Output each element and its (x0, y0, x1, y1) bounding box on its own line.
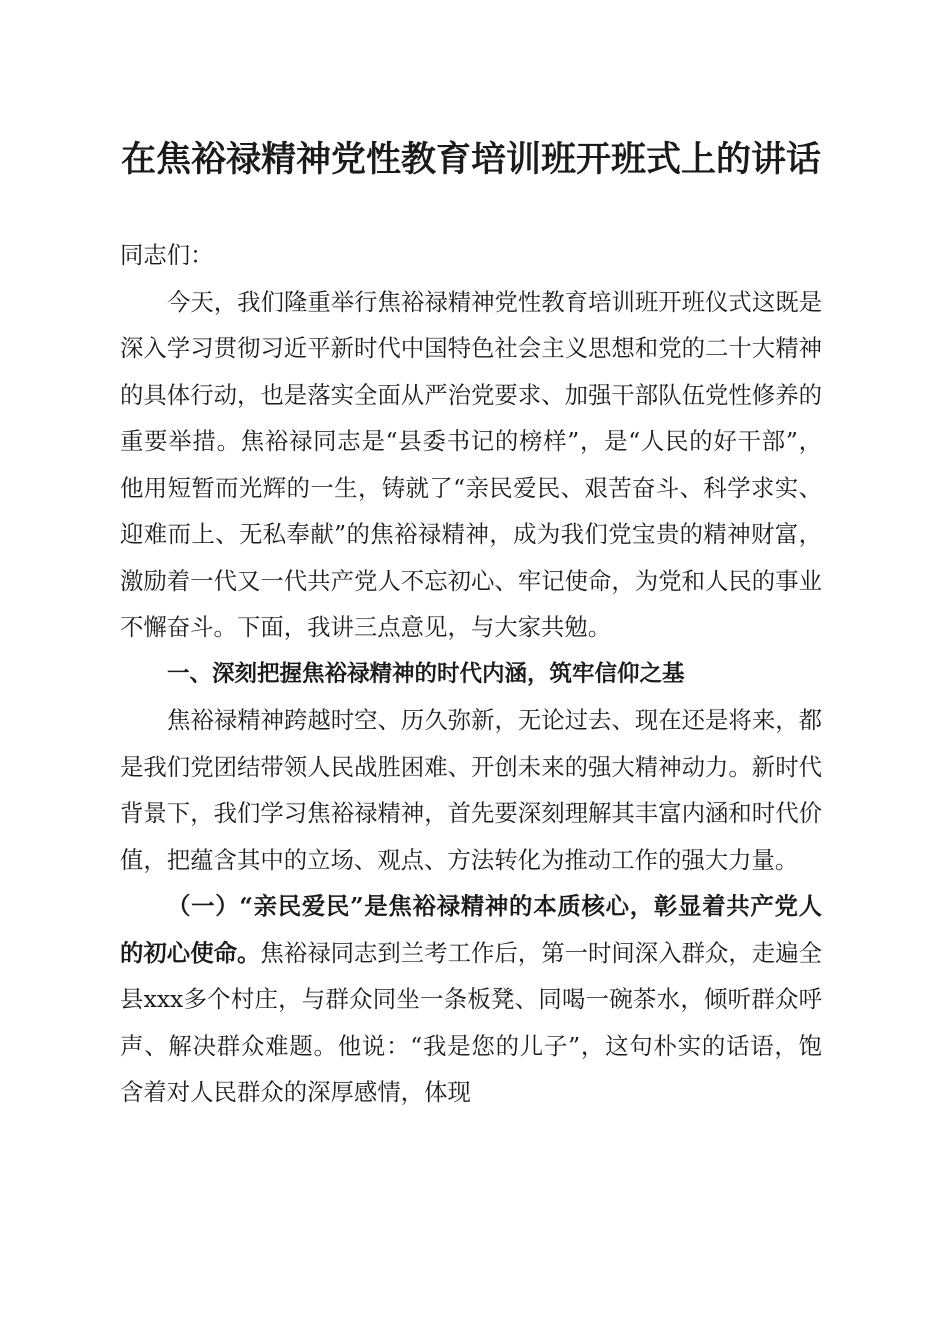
subsection-1-body: 焦裕禄同志到兰考工作后，第一时间深入群众，走遍全县xxx多个村庄，与群众同坐一条板凳、同喝一碗茶水，倾听群众呼声、解决群众难题。他说：“我是您的儿子”，这句朴实的话语，饱含着对人民群众的深厚感情，体现 (120, 938, 823, 1106)
salutation: 同志们： (120, 241, 214, 269)
subsection-1-paragraph (120, 883, 822, 1116)
subsection-1-lead: （一）“亲民爱民”是焦裕禄精神的本质核心，彰显着共产党人的初心使命。 (120, 892, 822, 967)
intro-paragraph: 今天，我们隆重举行焦裕禄精神党性教育培训班开班仪式这既是深入学习贯彻习近平新时代中国特色社会主义思想和党的二十大精神的具体行动，也是落实全面从严治党要求、加强干部队伍党性修养的重要举措。焦裕禄同志是“县委书记的榜样”，是“人民的好干部”，他用短暂而光辉的一生，铸就了“亲民爱民、艰苦奋斗、科学求实、迎难而上、无私奉献”的焦裕禄精神，成为我们党宝贵的精神财富，激励着一代又一代共产党人不忘初心、牢记使命，为党和人民的事业不懈奋斗。下面，我讲三点意见，与大家共勉。 (120, 287, 822, 641)
section-1-heading: 一、深刻把握焦裕禄精神的时代内涵，筑牢信仰之基 (167, 660, 685, 687)
section-1-paragraph: 焦裕禄精神跨越时空、历久弥新，无论过去、现在还是将来，都是我们党团结带领人民战胜困难、开创未来的强大精神动力。新时代背景下，我们学习焦裕禄精神，首先要深刻理解其丰富内涵和时代价值，把蕴含其中的立场、观点、方法转化为推动工作的强大力量。 (120, 706, 822, 874)
page-title: 在焦裕禄精神党性教育培训班开班式上的讲话 (120, 140, 821, 180)
document-page (120, 130, 822, 1116)
